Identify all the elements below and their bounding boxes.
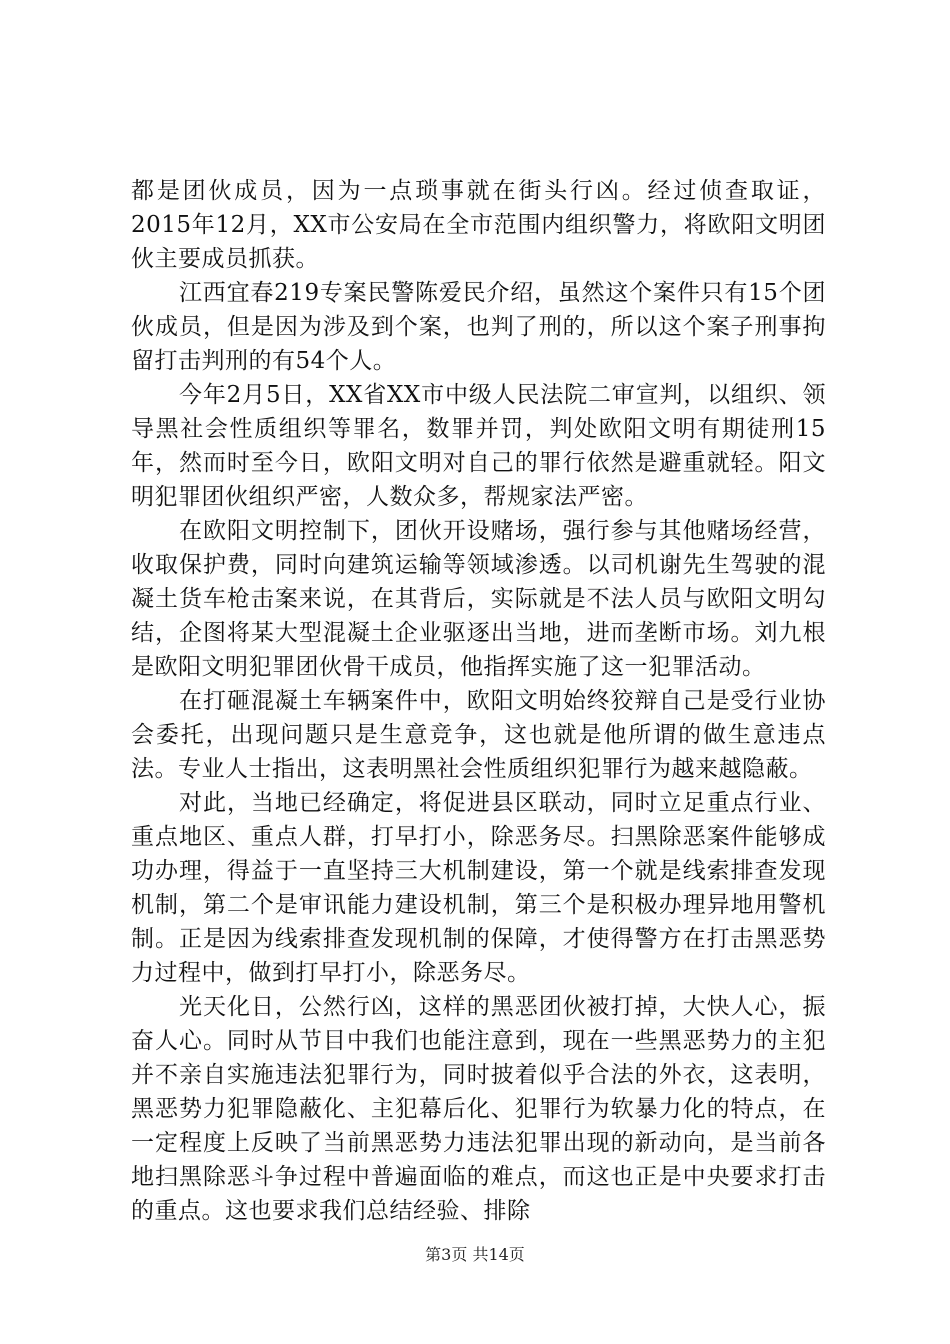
- page-footer: 第3页 共14页: [425, 1245, 525, 1264]
- document-body: [131, 174, 826, 1228]
- paragraph-5: 在打砸混凝土车辆案件中，欧阳文明始终狡辩自己是受行业协会委托，出现问题只是生意竞争，这也就是他所谓的做生意违点法。专业人士指出，这表明黑社会性质组织犯罪行为越来越隐蔽。: [131, 688, 826, 782]
- paragraph-3: 今年2月5日，XX省XX市中级人民法院二审宣判，以组织、领导黑社会性质组织等罪名，数罪并罚，判处欧阳文明有期徒刑15年，然而时至今日，欧阳文明对自己的罪行依然是避重就轻。阳文明犯罪团伙组织严密，人数众多，帮规家法严密。: [131, 382, 826, 510]
- paragraph-7: 光天化日，公然行凶，这样的黑恶团伙被打掉，大快人心，振奋人心。同时从节目中我们也能注意到，现在一些黑恶势力的主犯并不亲自实施违法犯罪行为，同时披着似乎合法的外衣，这表明，黑恶势力犯罪隐蔽化、主犯幕后化、犯罪行为软暴力化的特点，在一定程度上反映了当前黑恶势力违法犯罪出现的新动向，是当前各地扫黑除恶斗争过程中普遍面临的难点，而这也正是中央要求打击的重点。这也要求我们总结经验、排除: [131, 994, 826, 1224]
- paragraph-1: 都是团伙成员，因为一点琐事就在街头行凶。经过侦查取证，2015年12月，XX市公安局在全市范围内组织警力，将欧阳文明团伙主要成员抓获。: [131, 178, 826, 272]
- paragraph-6: 对此，当地已经确定，将促进县区联动，同时立足重点行业、重点地区、重点人群，打早打小，除恶务尽。扫黑除恶案件能够成功办理，得益于一直坚持三大机制建设，第一个就是线索排查发现机制，第二个是审讯能力建设机制，第三个是积极办理异地用警机制。正是因为线索排查发现机制的保障，才使得警方在打击黑恶势力过程中，做到打早打小，除恶务尽。: [131, 790, 826, 986]
- paragraph-2: 江西宜春219专案民警陈爱民介绍，虽然这个案件只有15个团伙成员，但是因为涉及到个案，也判了刑的，所以这个案子刑事拘留打击判刑的有54个人。: [131, 280, 826, 374]
- paragraph-4: 在欧阳文明控制下，团伙开设赌场，强行参与其他赌场经营，收取保护费，同时向建筑运输等领域渗透。以司机谢先生驾驶的混凝土货车枪击案来说，在其背后，实际就是不法人员与欧阳文明勾结，企图将某大型混凝土企业驱逐出当地，进而垄断市场。刘九根是欧阳文明犯罪团伙骨干成员，他指挥实施了这一犯罪活动。: [131, 518, 826, 680]
